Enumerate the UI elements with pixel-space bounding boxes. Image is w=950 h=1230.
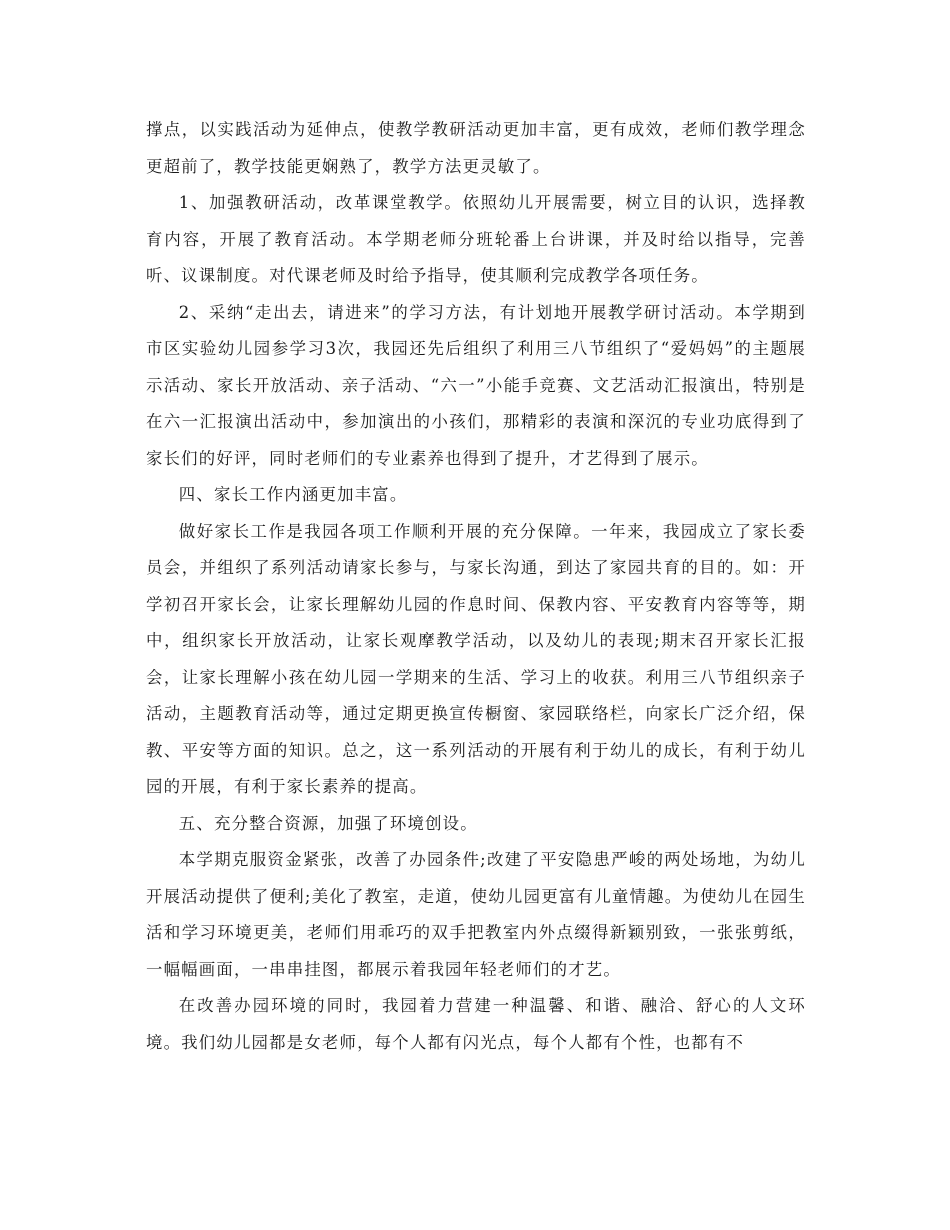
paragraph-environment: 本学期克服资金紧张，改善了办园条件;改建了平安隐患严峻的两处场地，为幼儿开展活动提供了便利;美化了教室，走道，使幼儿园更富有儿童情趣。为使幼儿在园生活和学习环境更美，老师们用乖巧的双手把教室内外点缀得新颖别致，一张张剪纸，一幅幅画面，一串串挂图，都展示着我园年轻老师们的才艺。 — [146, 850, 806, 979]
section-heading-environment: 五、充分整合资源，加强了环境创设。 — [178, 813, 478, 833]
section-heading-parent-work: 四、家长工作内涵更加丰富。 — [178, 485, 408, 504]
paragraph-humanistic-environment: 在改善办园环境的同时，我园着力营建一种温馨、和谐、融洽、舒心的人文环境。我们幼儿园都是女老师，每个人都有闪光点，每个人都有个性，也都有不 — [146, 996, 806, 1052]
paragraph-continuation: 撑点，以实践活动为延伸点，使教学教研活动更加丰富，更有成效，老师们教学理念更超前了，教学技能更娴熟了，教学方法更灵敏了。 — [146, 120, 806, 176]
document-page — [146, 112, 806, 1061]
paragraph-teaching-research: 1、加强教研活动，改革课堂教学。依照幼儿开展需要，树立目的认识，选择教育内容，开展了教育活动。本学期老师分班轮番上台讲课，并及时给以指导，完善听、议课制度。对代课老师及时给予指导，使其顺利完成教学各项任务。 — [146, 193, 806, 285]
paragraph-parent-work: 做好家长工作是我园各项工作顺利开展的充分保障。一年来，我园成立了家长委员会，并组织了系列活动请家长参与，与家长沟通，到达了家园共育的目的。如：开学初召开家长会，让家长理解幼儿园的作息时间、保教内容、平安教育内容等等，期中，组织家长开放活动，让家长观摩教学活动，以及幼儿的表现;期末召开家长汇报会，让家长理解小孩在幼儿园一学期来的生活、学习上的收获。利用三八节组织亲子活动，主题教育活动等，通过定期更换宣传橱窗、家园联络栏，向家长广泛介绍，保教、平安等方面的知识。总之，这一系列活动的开展有利于幼儿的成长，有利于幼儿园的开展，有利于家长素养的提高。 — [146, 521, 806, 796]
paragraph-learning-method: 2、采纳“走出去，请进来”的学习方法，有计划地开展教学研讨活动。本学期到市区实验幼儿园参学习3次，我园还先后组织了利用三八节组织了“爱妈妈”的主题展示活动、家长开放活动、亲子活动、“六一”小能手竞赛、文艺活动汇报演出，特别是在六一汇报演出活动中，参加演出的小孩们，那精彩的表演和深沉的专业功底得到了家长们的好评，同时老师们的专业素养也得到了提升，才艺得到了展示。 — [146, 302, 806, 468]
